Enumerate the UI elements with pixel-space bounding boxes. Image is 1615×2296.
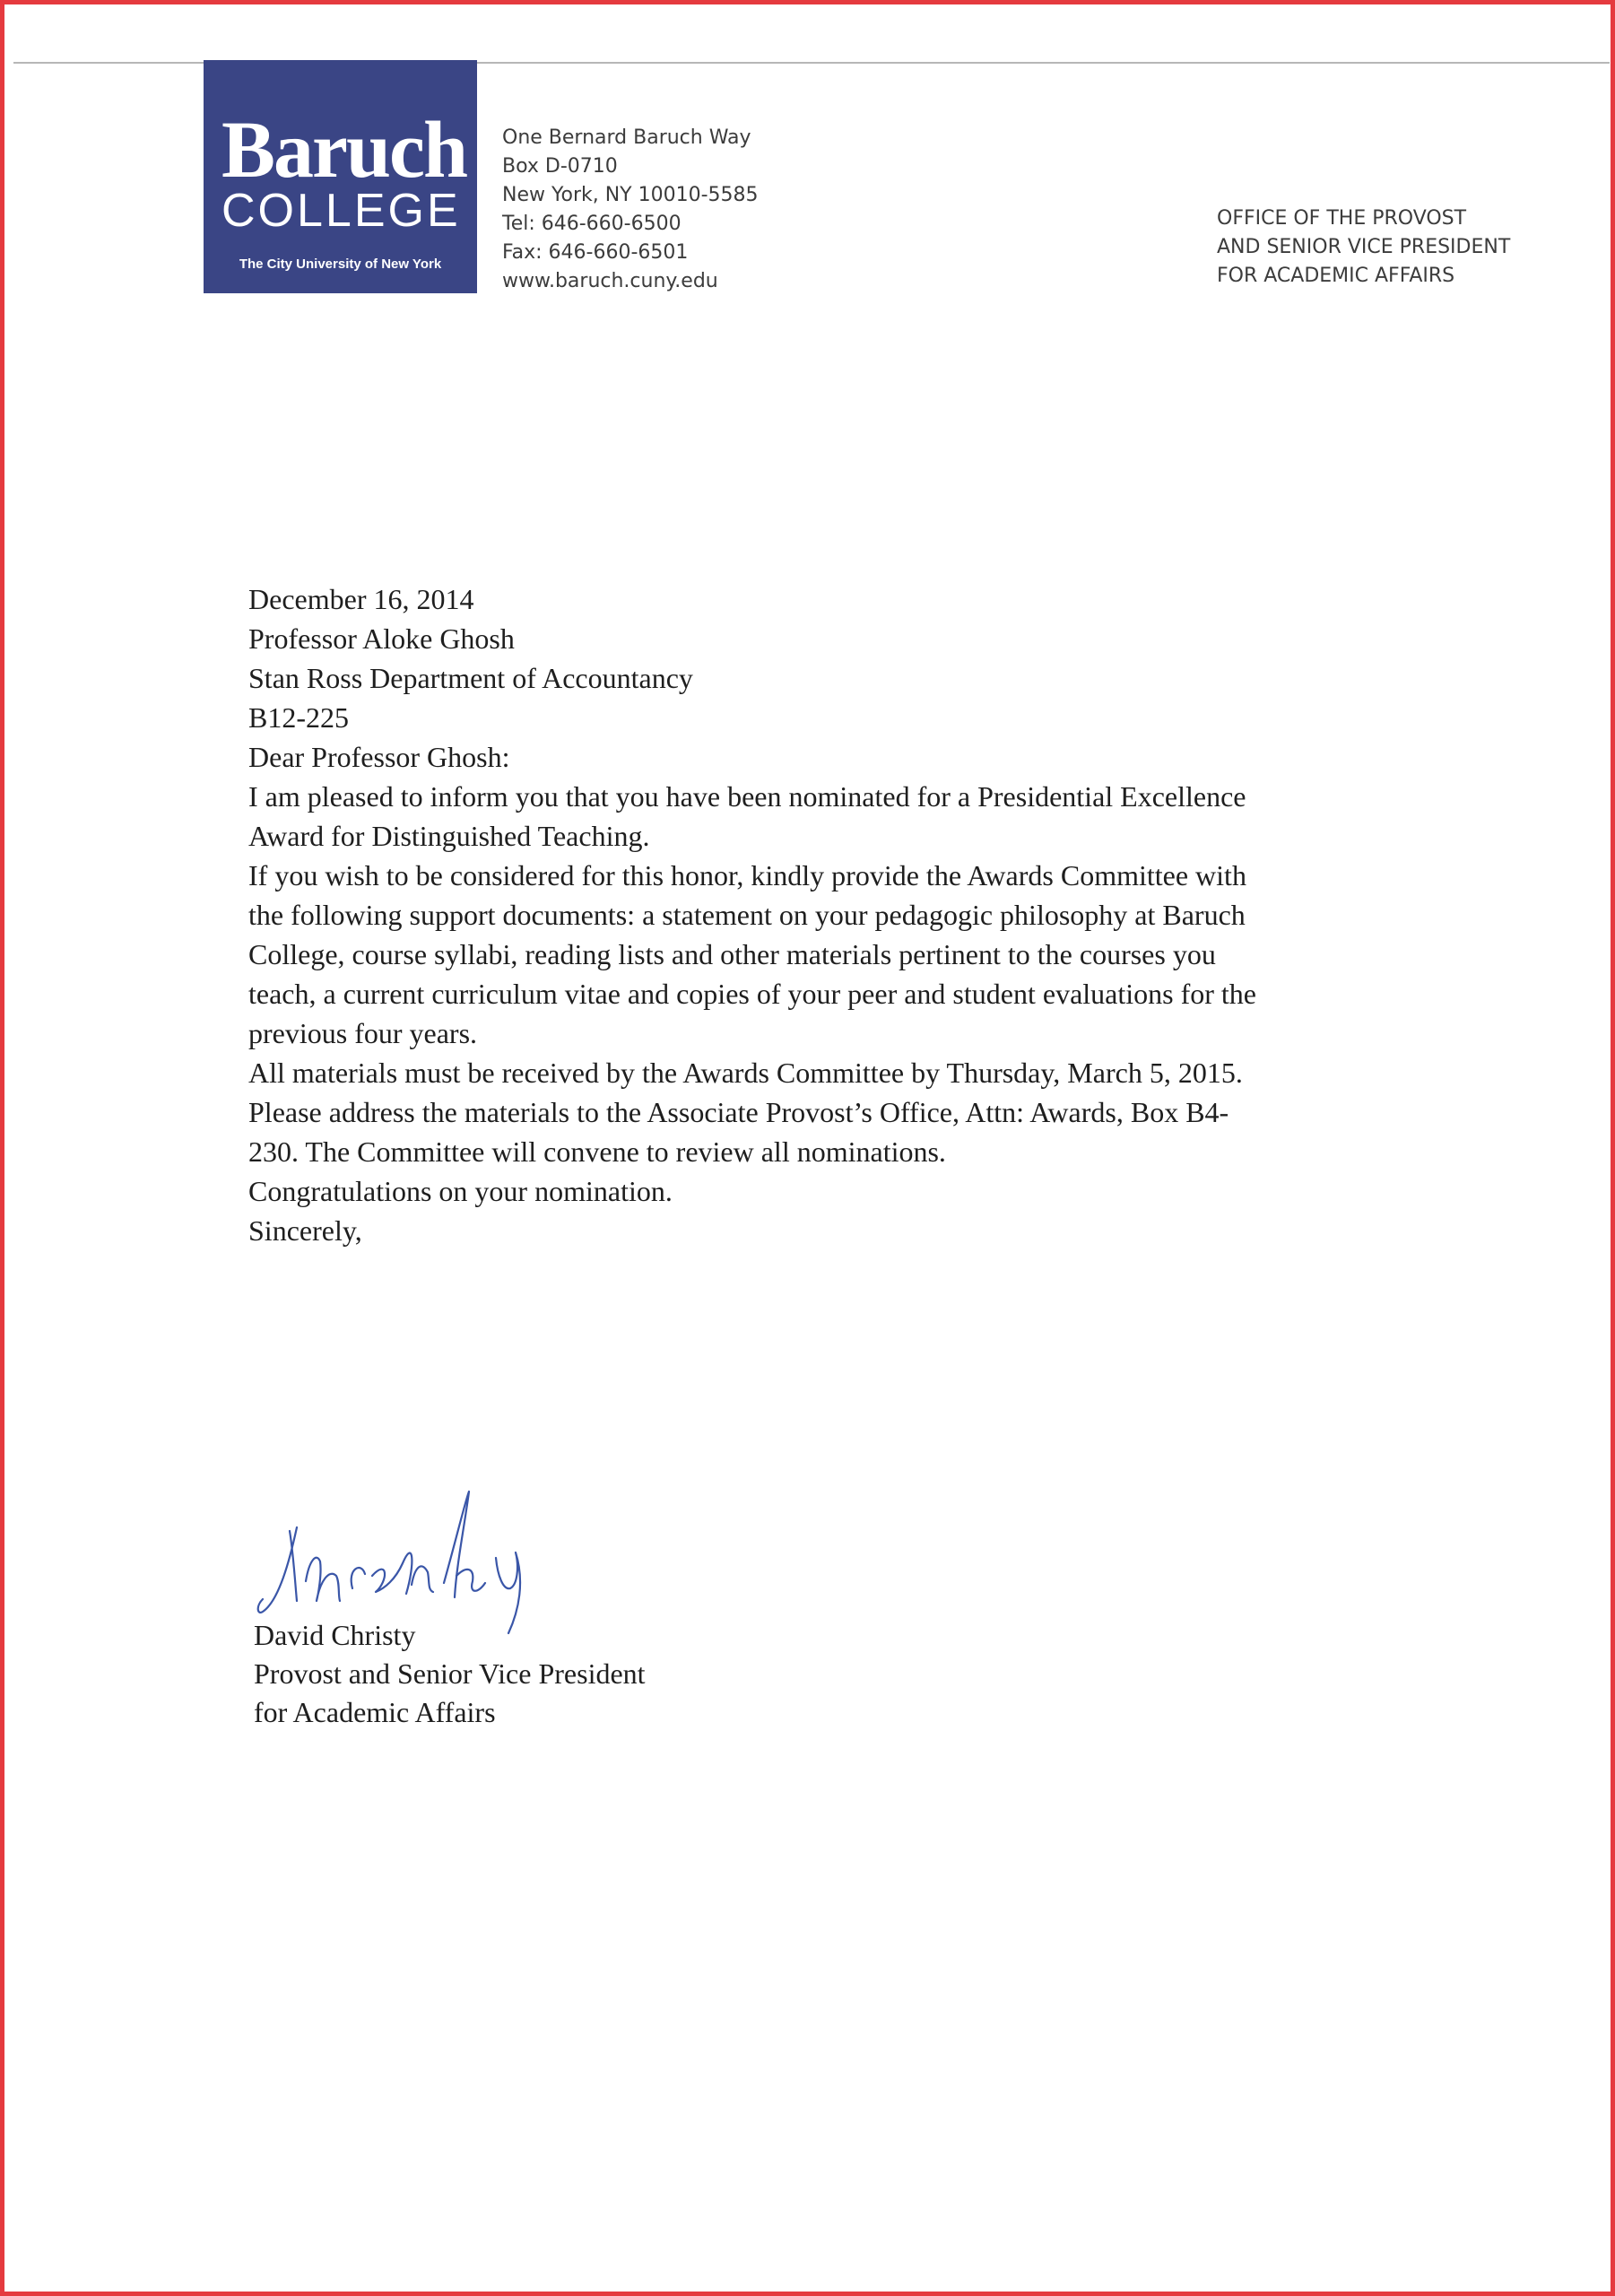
paragraph-nomination	[248, 777, 1414, 856]
address-line: Tel: 646-660-6500	[502, 213, 682, 235]
address-line: New York, NY 10010-5585	[502, 184, 759, 206]
paragraph-requirements	[248, 856, 1414, 1053]
paragraph-line: Please address the materials to the Associate Provost’s Office, Attn: Awards, Box B4-	[248, 1096, 1229, 1128]
logo-system: The City University of New York	[239, 257, 442, 272]
address-line: Fax: 646-660-6501	[502, 241, 689, 264]
letterhead-address	[502, 124, 759, 296]
address-line: www.baruch.cuny.edu	[502, 270, 718, 292]
closing: Sincerely,	[248, 1214, 362, 1247]
paragraph-line: College, course syllabi, reading lists and other materials pertinent to the courses you	[248, 938, 1216, 970]
recipient-line: B12-225	[248, 701, 349, 734]
recipient-line: Stan Ross Department of Accountancy	[248, 662, 693, 694]
signer-name: David Christy	[254, 1619, 416, 1651]
signer-title: for Academic Affairs	[254, 1696, 496, 1728]
address-line: One Bernard Baruch Way	[502, 126, 751, 149]
paragraph-line: Award for Distinguished Teaching.	[248, 820, 650, 852]
paragraph-line: I am pleased to inform you that you have been nominated for a Presidential Excellence	[248, 780, 1246, 813]
handwritten-signature	[254, 1475, 577, 1637]
office-line: AND SENIOR VICE PRESIDENT	[1217, 236, 1511, 258]
logo-name: Baruch	[221, 106, 467, 195]
paragraph-line: All materials must be received by the Awards Committee by Thursday, March 5, 2015.	[248, 1057, 1243, 1089]
paragraph-line: 230. The Committee will convene to review all nominations.	[248, 1135, 946, 1168]
signer-block	[254, 1616, 646, 1732]
paragraph-line: teach, a current curriculum vitae and copies of your peer and student evaluations for the	[248, 978, 1256, 1010]
letter-date: December 16, 2014	[248, 583, 474, 615]
recipient-line: Professor Aloke Ghosh	[248, 622, 515, 655]
paragraph-line: previous four years.	[248, 1017, 478, 1049]
signer-title: Provost and Senior Vice President	[254, 1657, 646, 1690]
salutation: Dear Professor Ghosh:	[248, 741, 510, 773]
logo-college: COLLEGE	[221, 185, 461, 237]
office-line: FOR ACADEMIC AFFAIRS	[1217, 265, 1455, 287]
paragraph-line: If you wish to be considered for this honor, kindly provide the Awards Committee with	[248, 859, 1246, 891]
paragraph-line: Congratulations on your nomination.	[248, 1175, 673, 1207]
office-name	[1217, 204, 1510, 291]
paragraph-line: the following support documents: a statement on your pedagogic philosophy at Baruch	[248, 899, 1246, 931]
paragraph-deadline	[248, 1053, 1414, 1171]
office-line: OFFICE OF THE PROVOST	[1217, 207, 1467, 230]
recipient-address	[248, 619, 1414, 737]
baruch-college-logo	[204, 60, 477, 293]
address-line: Box D-0710	[502, 155, 618, 178]
paragraph-congratulations	[248, 1171, 1414, 1211]
letter-body	[248, 579, 1414, 1250]
